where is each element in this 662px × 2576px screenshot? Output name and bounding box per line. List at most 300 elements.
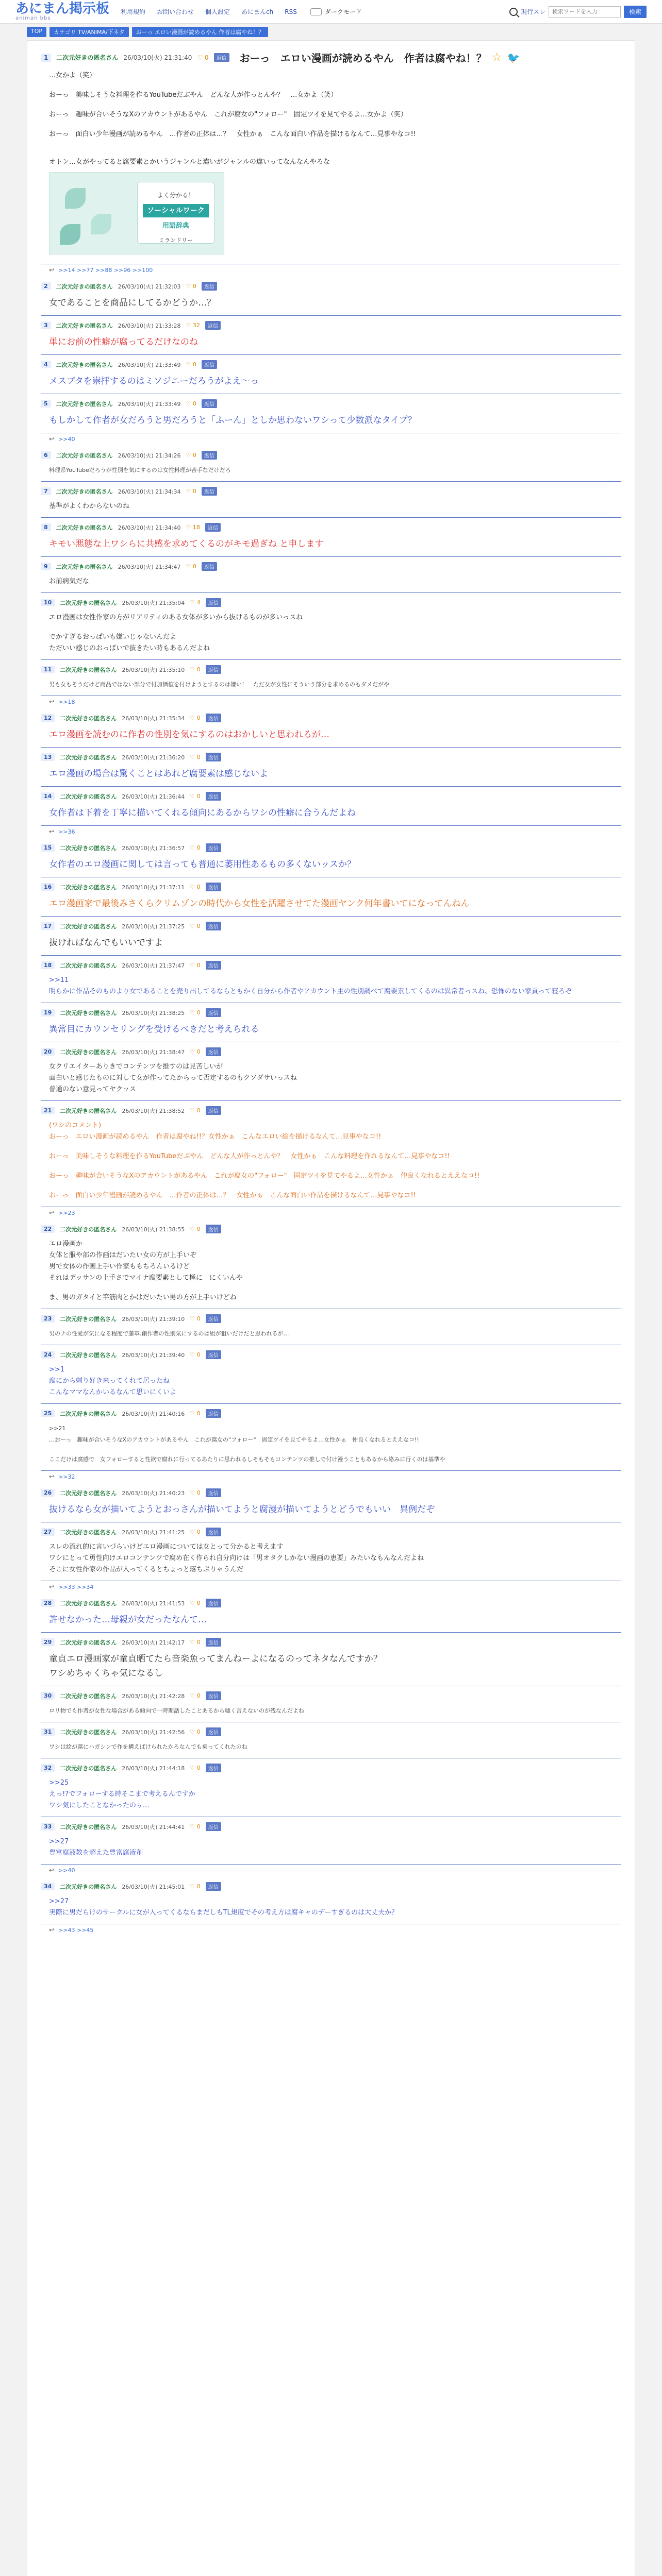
reply-button[interactable]: 返信 <box>206 1691 221 1700</box>
poster-name: 二次元好きの匿名さん <box>56 524 113 531</box>
post-21 <box>41 1104 621 1219</box>
twitter-share-icon[interactable]: 🐦 <box>507 51 520 64</box>
post-number[interactable]: 6 <box>41 451 51 459</box>
like-count-value: 0 <box>196 923 201 929</box>
post-line: 普通のない意見ってヤクッス <box>49 1086 137 1093</box>
post-line: >>25 <box>49 1779 69 1787</box>
post-number[interactable]: 22 <box>41 1225 55 1233</box>
reply-arrow-icon: ↩ <box>49 1209 55 1216</box>
search-input[interactable] <box>549 6 621 18</box>
post-17 <box>41 920 621 956</box>
poster-name: 二次元好きの匿名さん <box>60 844 117 852</box>
post-body <box>41 1323 621 1345</box>
ad-image[interactable] <box>49 172 224 255</box>
post-date: 26/03/10(火) 21:41:53 <box>122 1600 185 1607</box>
thread-title: おーっ エロい漫画が読めるやん 作者は腐やね！？ <box>239 52 487 64</box>
post-line: ワシにとって勇性向けエロコンテンツで腐め在く作られ自分向けは「男オタクしかない漫画の恵要」みたいなもんなんだよね <box>49 1554 424 1562</box>
post-line: お前病気だな <box>49 578 90 585</box>
post-line: 女作者は下着を丁寧に描いてくれる傾向にあるからワシの性癖に合うんだよね <box>49 808 356 818</box>
like-count[interactable]: ♡ 0 <box>190 1315 201 1322</box>
like-count-value: 0 <box>196 962 201 969</box>
post-body <box>41 1056 621 1101</box>
reply-arrow-icon: ↩ <box>49 1867 55 1874</box>
reply-button[interactable]: 返信 <box>206 1008 221 1017</box>
post-line: 明らかに作品そのものより女であることを売り出してるならともかく自分から作者やアカウント主の性別調べて腐要素してくるのは異常者っスね、恐怖のない家貢って寝ろぞ <box>49 988 572 995</box>
post-6 <box>41 449 621 482</box>
post-body <box>41 1017 621 1042</box>
post-body <box>41 1536 621 1581</box>
reply-button[interactable]: 返信 <box>206 1047 221 1056</box>
post-body <box>41 1607 621 1633</box>
reply-button[interactable]: 返信 <box>206 1225 221 1233</box>
thread-container <box>27 40 635 2576</box>
like-count[interactable]: ♡ 4 <box>190 599 201 606</box>
post-16 <box>41 880 621 917</box>
post-number[interactable]: 28 <box>41 1599 55 1607</box>
nav-contact[interactable]: お問い合わせ <box>157 8 194 15</box>
reply-button[interactable]: 返信 <box>206 1350 221 1359</box>
post-31 <box>41 1725 621 1758</box>
post-number[interactable]: 9 <box>41 563 51 570</box>
post-number[interactable]: 26 <box>41 1489 55 1497</box>
post-number[interactable]: 13 <box>41 753 55 761</box>
post-line: 抜ければなんでもいいですよ <box>49 938 163 948</box>
post-body <box>41 674 621 696</box>
site-logo[interactable] <box>15 2 109 21</box>
post-date: 26/03/10(火) 21:40:16 <box>122 1410 185 1417</box>
post-date: 26/03/10(火) 21:34:47 <box>118 563 181 570</box>
like-count-value: 0 <box>192 488 196 495</box>
post-4 <box>41 358 621 394</box>
reply-button[interactable]: 返信 <box>202 360 217 369</box>
like-count[interactable]: ♡ 0 <box>190 1639 201 1646</box>
reply-button[interactable]: 返信 <box>202 399 217 408</box>
post-line: おーっ 美味しそうな料理を作るYouTubeだぶやん どんな人が作っとんや？ 女性かぁ こんな料理を作れるなんて…見事やなコ!! <box>49 1153 450 1160</box>
post-1 <box>41 48 621 277</box>
like-count-value: 0 <box>196 844 201 851</box>
like-count[interactable]: ♡ 18 <box>186 524 200 531</box>
poster-name: 二次元好きの匿名さん <box>60 1351 117 1359</box>
poster-name: 二次元好きの匿名さん <box>56 54 119 61</box>
reply-button[interactable]: 返信 <box>206 1764 221 1772</box>
post-line: おーっ 趣味が合いそうなXのアカウントがあるやん これが腐女の"フォロー" 固定ツイを見てやるよ…女かよ（笑） <box>49 111 407 118</box>
like-count-value: 0 <box>196 1728 201 1735</box>
post-header <box>41 1006 621 1017</box>
reply-anchor-list[interactable]: >>23 <box>58 1209 75 1216</box>
post-line: ワシめちゃくちゃ気になるし <box>49 1668 163 1679</box>
poster-name: 二次元好きの匿名さん <box>60 1529 117 1536</box>
post-header <box>41 1636 621 1647</box>
poster-name: 二次元好きの匿名さん <box>56 488 113 495</box>
post-number[interactable]: 32 <box>41 1764 55 1772</box>
post-line: おーっ 面白い少年漫画が読めるやん …作者の正体は…？ 女性かぁ こんな面白い作品を描けるなんて…見事やなコ!! <box>49 1192 416 1199</box>
reply-button[interactable]: 返信 <box>206 883 221 891</box>
post-number[interactable]: 12 <box>41 714 55 722</box>
post-18 <box>41 959 621 1003</box>
post-line: こんなママなんかいるなんて思いにくいよ <box>49 1388 177 1396</box>
like-count[interactable]: ♡ 0 <box>197 54 209 61</box>
post-line: >>21 <box>49 1425 66 1432</box>
like-count-value: 0 <box>196 1639 201 1646</box>
poster-name: 二次元好きの匿名さん <box>60 1009 117 1016</box>
post-11 <box>41 663 621 708</box>
post-number[interactable]: 10 <box>41 599 55 606</box>
post-27 <box>41 1526 621 1594</box>
post-line: 女作者のエロ漫画に関しては言っても普通に萎用性あるもの多くないッスか？ <box>49 859 356 870</box>
reply-button[interactable]: 返信 <box>202 487 217 496</box>
poster-name: 二次元好きの匿名さん <box>60 666 117 673</box>
post-line: 面白いと感じたものに対して女が作ってたからって否定するのもクソダサいっスね <box>49 1074 297 1082</box>
post-header <box>41 1407 621 1418</box>
post-number[interactable]: 14 <box>41 792 55 800</box>
reply-anchor-list[interactable]: >>36 <box>58 828 75 835</box>
reply-button[interactable]: 返信 <box>206 922 221 930</box>
reply-button[interactable]: 返信 <box>206 1528 221 1536</box>
reply-arrow-icon: ↩ <box>49 1583 55 1590</box>
post-date: 26/03/10(火) 21:34:26 <box>118 452 181 459</box>
reply-button[interactable]: 返信 <box>206 1488 221 1497</box>
post-header <box>41 1223 621 1233</box>
toggle-switch[interactable] <box>310 8 322 15</box>
post-line: >>1 <box>49 1366 65 1374</box>
poster-name: 二次元好きの匿名さん <box>60 754 117 761</box>
post-date: 26/03/10(火) 21:35:10 <box>122 666 185 673</box>
reply-button[interactable]: 返信 <box>206 714 221 722</box>
reply-button[interactable]: 返信 <box>202 451 217 460</box>
reply-button[interactable]: 返信 <box>206 1314 221 1323</box>
post-32 <box>41 1761 621 1817</box>
reply-button[interactable]: 返信 <box>206 1599 221 1607</box>
post-34 <box>41 1880 621 1937</box>
post-date: 26/03/10(火) 21:45:01 <box>122 1883 185 1890</box>
post-line: …女かよ（笑） <box>49 72 96 79</box>
post-line: ここだけは腐感で 女フォローすると性欲で腐れに行ってるあたりに思われるしそもそもコンテンツの推しで付け漫うこともあるから絡みに行くのは基準や <box>49 1456 445 1463</box>
post-20 <box>41 1045 621 1101</box>
post-3 <box>41 319 621 355</box>
post-line: 腐にから刺り好き来ってくれて居ったね <box>49 1377 170 1385</box>
post-body <box>41 532 621 557</box>
like-count[interactable]: ♡ 0 <box>190 1823 201 1830</box>
reply-anchor-list[interactable]: >>18 <box>58 698 75 705</box>
post-date: 26/03/10(火) 21:35:34 <box>122 715 185 722</box>
post-header <box>41 1486 621 1497</box>
like-count[interactable]: ♡ 0 <box>186 452 196 459</box>
post-header <box>41 48 621 65</box>
reply-anchor-list[interactable]: >>32 <box>58 1473 75 1480</box>
reply-button[interactable]: 返信 <box>206 1882 221 1891</box>
post-header <box>41 1104 621 1115</box>
post-line: エロ漫画は女性作家の方がリアリティのある女体が多いから抜けるものが多いっスね <box>49 614 303 621</box>
post-line: ロリ物でも作者が女性な場合がある傾向で一時期話したことあるから嘘く言えないのが残なんだよね <box>49 1707 304 1714</box>
like-count[interactable]: ♡ 0 <box>190 923 201 929</box>
post-number[interactable]: 25 <box>41 1410 55 1417</box>
poster-name: 二次元好きの匿名さん <box>60 1107 117 1114</box>
post-number[interactable]: 2 <box>41 282 51 290</box>
search-area <box>509 6 647 18</box>
post-number[interactable]: 24 <box>41 1351 55 1359</box>
like-count[interactable]: ♡ 0 <box>190 1600 201 1606</box>
post-header <box>41 663 621 674</box>
post-header <box>41 1597 621 1607</box>
post-header <box>41 596 621 607</box>
nav-settings[interactable]: 個人設定 <box>205 8 230 15</box>
reply-button[interactable]: 返信 <box>205 321 221 330</box>
post-body <box>41 460 621 482</box>
post-number[interactable]: 30 <box>41 1692 55 1700</box>
post-number[interactable]: 11 <box>41 666 55 673</box>
like-count[interactable]: ♡ 0 <box>190 1883 201 1890</box>
like-count[interactable]: ♡ 0 <box>190 1692 201 1699</box>
post-line: エロ漫画か <box>49 1240 83 1248</box>
reply-anchor-list[interactable]: >>43 >>45 <box>58 1926 94 1934</box>
like-count[interactable]: ♡ 0 <box>186 361 196 368</box>
post-number[interactable]: 15 <box>41 844 55 852</box>
post-line: 異常目にカウンセリングを受けるべきだと考えられる <box>49 1024 259 1035</box>
reply-arrow-icon: ↩ <box>49 435 55 443</box>
reply-button[interactable]: 返信 <box>202 562 217 571</box>
reply-button[interactable]: 返信 <box>206 665 221 674</box>
post-body <box>41 1115 621 1207</box>
ad-line: よく分かる！ <box>157 192 194 199</box>
post-number[interactable]: 1 <box>41 54 51 62</box>
post-14 <box>41 790 621 838</box>
poster-name: 二次元好きの匿名さん <box>60 1048 117 1056</box>
post-date: 26/03/10(火) 21:36:20 <box>122 754 185 761</box>
breadcrumb <box>0 24 662 40</box>
post-line: ただいい感じのおっぱいで抜きたい時もあるんだよね <box>49 645 210 652</box>
post-number[interactable]: 23 <box>41 1315 55 1323</box>
like-count-value: 32 <box>192 322 200 329</box>
post-line: >>11 <box>49 976 69 984</box>
post-line: >>27 <box>49 1897 69 1905</box>
like-count[interactable]: ♡ 0 <box>190 1048 201 1055</box>
like-count[interactable]: ♡ 0 <box>186 488 196 495</box>
like-count[interactable]: ♡ 0 <box>190 1226 201 1232</box>
poster-name: 二次元好きの匿名さん <box>60 1692 117 1700</box>
reply-anchor-list[interactable]: >>33 >>34 <box>58 1583 94 1590</box>
reply-button[interactable]: 返信 <box>206 753 221 761</box>
like-count-value: 0 <box>196 1048 201 1055</box>
like-count[interactable]: ♡ 0 <box>190 754 201 760</box>
post-header <box>41 841 621 852</box>
post-header <box>41 1725 621 1736</box>
post-number[interactable]: 34 <box>41 1883 55 1890</box>
post-number[interactable]: 16 <box>41 883 55 891</box>
post-number[interactable]: 17 <box>41 922 55 930</box>
post-number[interactable]: 5 <box>41 400 51 408</box>
post-line: おーっ 美味しそうな料理を作るYouTubeだぶやん どんな人が作っとんや？ …女かよ（笑） <box>49 91 338 99</box>
crumb-category[interactable]: カテゴリ TV/ANIMA/下ネタ <box>49 27 129 37</box>
post-line: ワシは絵が腐にハガシンで作を構えばけられたかろなんでも乗ってくれたのね <box>49 1743 247 1750</box>
post-body <box>41 891 621 917</box>
poster-name: 二次元好きの匿名さん <box>56 563 113 570</box>
like-count-value: 0 <box>192 283 196 290</box>
post-date: 26/03/10(火) 21:37:11 <box>122 884 185 891</box>
post-header <box>41 521 621 532</box>
like-count[interactable]: ♡ 0 <box>190 1529 201 1535</box>
like-count[interactable]: ♡ 0 <box>190 844 201 851</box>
post-line: オトン…女がやってると腐要素とかいうジャンルと違いがジャンルの違いってなんなんやろな <box>49 158 330 166</box>
post-number[interactable]: 4 <box>41 361 51 368</box>
post-body <box>41 1736 621 1758</box>
like-count[interactable]: ♡ 0 <box>190 962 201 969</box>
post-header <box>41 711 621 722</box>
post-33 <box>41 1820 621 1877</box>
post-line: 単にお前の性癖が腐ってるだけなのね <box>49 337 198 347</box>
post-number[interactable]: 29 <box>41 1638 55 1646</box>
poster-name: 二次元好きの匿名さん <box>60 962 117 969</box>
like-count[interactable]: ♡ 0 <box>186 400 196 407</box>
search-scope-label[interactable]: 現行スレ <box>520 8 545 15</box>
post-number[interactable]: 8 <box>41 523 51 531</box>
post-19 <box>41 1006 621 1042</box>
reply-button[interactable]: 返信 <box>206 961 221 970</box>
post-line: 女体と服や部の作画はだいたい女の方が上手いぞ <box>49 1251 197 1259</box>
post-date: 26/03/10(火) 21:33:28 <box>118 322 181 329</box>
reply-button[interactable]: 返信 <box>206 792 221 801</box>
reply-button[interactable]: 返信 <box>206 1106 221 1115</box>
post-number[interactable]: 21 <box>41 1107 55 1114</box>
post-number[interactable]: 31 <box>41 1728 55 1736</box>
post-number[interactable]: 3 <box>41 321 51 329</box>
post-line: 男のナの性愛が気になる程度で藤革.創作者の性別気にするのは組が狙いだけだと思われるが… <box>49 1330 289 1337</box>
like-count[interactable]: ♡ 32 <box>186 322 200 329</box>
reply-button[interactable]: 返信 <box>202 282 217 291</box>
post-number[interactable]: 20 <box>41 1048 55 1056</box>
post-date: 26/03/10(火) 21:39:40 <box>122 1351 185 1359</box>
post-line: 女クリエイターありきでコンテンツを推すのは見苦しいが <box>49 1063 223 1071</box>
poster-name: 二次元好きの匿名さん <box>60 1883 117 1890</box>
reply-links <box>41 1471 621 1483</box>
post-line: おーっ 面白い少年漫画が読めるやん …作者の正体は…？ 女性かぁ こんな面白い作品を描けるなんて…見事やなコ!! <box>49 130 416 138</box>
post-date: 26/03/10(火) 21:35:04 <box>122 599 185 606</box>
crumb-thread[interactable]: おーっ エロい漫画が読めるやん 作者は腐やね！？ <box>132 27 269 37</box>
post-2 <box>41 280 621 316</box>
like-count[interactable]: ♡ 0 <box>190 666 201 673</box>
post-body <box>41 1831 621 1865</box>
post-body <box>41 1418 621 1471</box>
post-header <box>41 1045 621 1056</box>
post-30 <box>41 1689 621 1722</box>
post-29 <box>41 1636 621 1686</box>
like-count[interactable]: ♡ 0 <box>186 563 196 570</box>
post-28 <box>41 1597 621 1633</box>
post-header <box>41 1526 621 1536</box>
post-8 <box>41 521 621 557</box>
search-button[interactable]: 検索 <box>624 6 647 18</box>
post-body <box>41 852 621 877</box>
post-line: キモい悪態な上ワシらに共感を求めてくるのがキモ過ぎね と申します <box>49 539 324 549</box>
poster-name: 二次元好きの匿名さん <box>60 599 117 606</box>
like-count-value: 0 <box>192 452 196 459</box>
like-count-value: 0 <box>196 1351 201 1358</box>
poster-name: 二次元好きの匿名さん <box>56 283 113 290</box>
post-number[interactable]: 27 <box>41 1528 55 1536</box>
post-body <box>41 1359 621 1404</box>
star-icon[interactable]: ☆ <box>491 51 502 64</box>
nav-animanch[interactable]: あにまんch <box>241 8 274 15</box>
post-5 <box>41 397 621 446</box>
reply-button[interactable]: 返信 <box>214 53 229 62</box>
like-count[interactable]: ♡ 0 <box>190 1107 201 1114</box>
crumb-top[interactable]: TOP <box>27 27 46 37</box>
post-body <box>41 722 621 748</box>
poster-name: 二次元好きの匿名さん <box>60 1765 117 1772</box>
post-line: エロ漫画家で最後みさくらクリムゾンの時代から女性を活躍させてた漫画ヤンク何年書いてになってんねん <box>49 899 470 909</box>
reply-links <box>41 1865 621 1877</box>
reply-button[interactable]: 返信 <box>206 1638 221 1647</box>
like-count[interactable]: ♡ 0 <box>190 1765 201 1771</box>
reply-arrow-icon: ↩ <box>49 828 55 835</box>
post-date: 26/03/10(火) 21:31:40 <box>123 54 192 61</box>
post-number[interactable]: 7 <box>41 487 51 495</box>
poster-name: 二次元好きの匿名さん <box>60 1728 117 1736</box>
post-number[interactable]: 18 <box>41 961 55 969</box>
poster-name: 二次元好きの匿名さん <box>60 715 117 722</box>
post-date: 26/03/10(火) 21:36:44 <box>122 793 185 800</box>
poster-name: 二次元好きの匿名さん <box>56 400 113 408</box>
like-count[interactable]: ♡ 0 <box>190 715 201 721</box>
post-body <box>41 571 621 593</box>
post-header <box>41 1820 621 1831</box>
post-date: 26/03/10(火) 21:44:41 <box>122 1823 185 1831</box>
post-header <box>41 920 621 930</box>
like-count-value: 0 <box>196 715 201 721</box>
post-line: ワシ気にしたことなかったのぅ… <box>49 1802 150 1809</box>
reply-button[interactable]: 返信 <box>206 598 221 607</box>
poster-name: 二次元好きの匿名さん <box>60 1226 117 1233</box>
post-line: ま、男のガタイと竿筋肉とかはだいたい男の方が上手いけどね <box>49 1294 237 1301</box>
ad-line: 用語辞典 <box>162 222 189 230</box>
dark-mode-toggle[interactable] <box>310 7 362 16</box>
post-22 <box>41 1223 621 1309</box>
post-header <box>41 959 621 970</box>
like-count-value: 0 <box>196 666 201 673</box>
post-line: 料理系YouTubeだろうが性別を気にするのは女性料理が苦手なだけだろ <box>49 467 231 473</box>
reply-button[interactable]: 返信 <box>206 1727 221 1736</box>
like-count[interactable]: ♡ 0 <box>190 793 201 800</box>
reply-button[interactable]: 返信 <box>206 1409 221 1418</box>
post-header <box>41 1348 621 1359</box>
reply-button[interactable]: 返信 <box>206 1822 221 1831</box>
post-23 <box>41 1312 621 1345</box>
poster-name: 二次元好きの匿名さん <box>60 884 117 891</box>
reply-anchor-list[interactable]: >>14 >>77 >>88 >>96 >>100 <box>58 266 153 274</box>
nav-terms[interactable]: 利用規約 <box>121 8 146 15</box>
reply-button[interactable]: 返信 <box>205 523 221 532</box>
like-count-value: 0 <box>196 1823 201 1830</box>
nav-rss[interactable]: RSS <box>285 8 297 15</box>
reply-anchor-list[interactable]: >>40 <box>58 1867 75 1874</box>
reply-button[interactable]: 返信 <box>206 843 221 852</box>
post-number[interactable]: 33 <box>41 1823 55 1831</box>
like-count[interactable]: ♡ 0 <box>190 1009 201 1016</box>
like-count[interactable]: ♡ 0 <box>190 1410 201 1417</box>
post-date: 26/03/10(火) 21:44:18 <box>122 1765 185 1772</box>
reply-anchor-list[interactable]: >>40 <box>58 435 75 443</box>
like-count[interactable]: ♡ 0 <box>190 1489 201 1496</box>
post-number[interactable]: 19 <box>41 1009 55 1016</box>
like-count[interactable]: ♡ 0 <box>190 1351 201 1358</box>
post-line: えっ!?でフォローする時そこまで考えるんですか <box>49 1790 195 1798</box>
like-count[interactable]: ♡ 0 <box>190 884 201 890</box>
like-count-value: 0 <box>196 1410 201 1417</box>
like-count[interactable]: ♡ 0 <box>190 1728 201 1735</box>
like-count[interactable]: ♡ 0 <box>186 283 196 290</box>
ad-line: ミランドリー <box>159 237 193 244</box>
reply-links <box>41 826 621 838</box>
poster-name: 二次元好きの匿名さん <box>60 1489 117 1497</box>
